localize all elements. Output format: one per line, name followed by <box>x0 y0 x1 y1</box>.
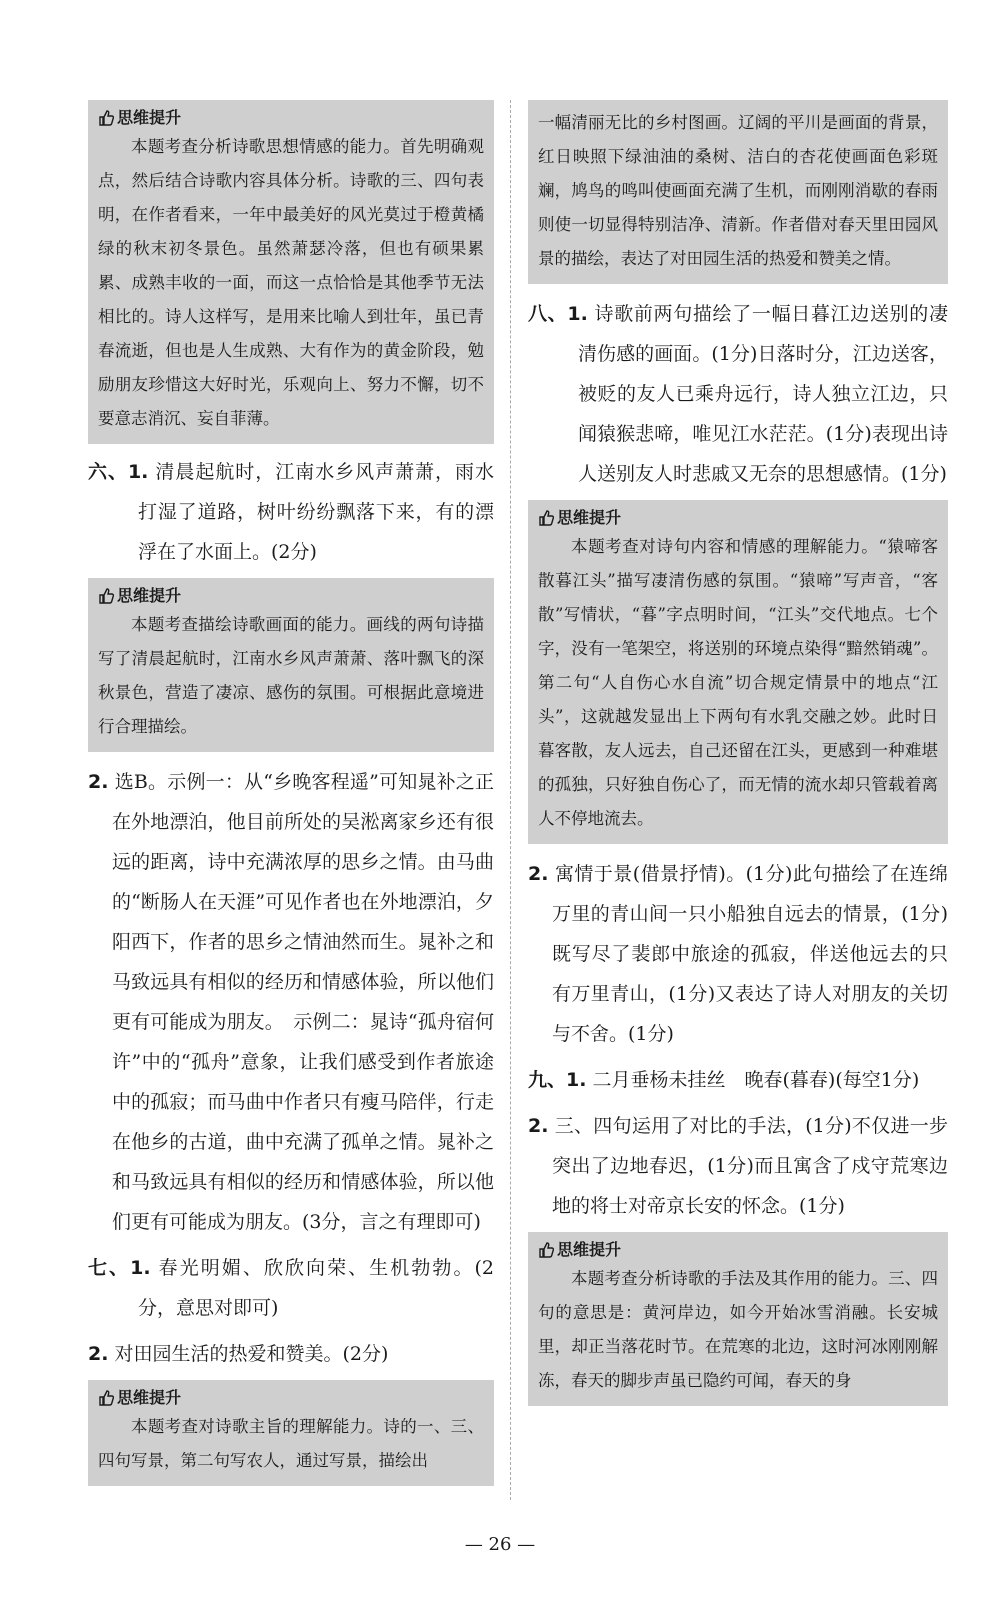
right-column <box>528 100 948 1416</box>
thumbs-up-icon <box>98 588 114 604</box>
answer-7-1: 七、1. 春光明媚、欣欣向荣、生机勃勃。(2分，意思对即可) <box>88 1257 494 1319</box>
box-text: 本题考查对诗句内容和情感的理解能力。“猿啼客散暮江头”描写凄清伤感的氛围。“猿啼”写声音，“客散”写情状，“暮”字点明时间，“江头”交代地点。七个字，没有一笔架空，将送别的环境点染得“黯然销魂”。第二句“人自伤心水自流”切合规定情景中的地点“江头”，这就越发显出上下两句有水乳交融之妙。此时日暮客散，友人远去，自己还留在江头，更感到一种难堪的孤独，只好独自伤心了，而无情的流水却只管载着离人不停地流去。 <box>538 537 938 828</box>
box-title: 思维提升 <box>98 584 484 608</box>
box-title: 思维提升 <box>98 106 484 130</box>
box-text: 本题考查分析诗歌思想情感的能力。首先明确观点，然后结合诗歌内容具体分析。诗歌的三、四句表明，在作者看来，一年中最美好的风光莫过于橙黄橘绿的秋末初冬景色。虽然萧瑟冷落，但也有硕果累累、成熟丰收的一面，而这一点恰恰是其他季节无法相比的。诗人这样写，是用来比喻人到壮年，虽已青春流逝，但也是人生成熟、大有作为的黄金阶段，勉励朋友珍惜这大好时光，乐观向上、努力不懈，切不要意志消沉、妄自菲薄。 <box>98 137 484 428</box>
answer-8-2: 2. 寓情于景(借景抒情)。(1分)此句描绘了在连绵万里的青山间一只小船独自远去的情景，(1分)既写尽了裴郎中旅途的孤寂，伴送他远去的只有万里青山，(1分)又表达了诗人对朋友的关切与不舍。(1分) <box>528 863 948 1045</box>
answer-8-1: 八、1. 诗歌前两句描绘了一幅日暮江边送别的凄清伤感的画面。(1分)日落时分，江边送客，被贬的友人已乘舟远行，诗人独立江边，只闻猿猴悲啼，唯见江水茫茫。(1分)表现出诗人送别友人时悲戚又无奈的思想感情。(1分) <box>528 303 948 485</box>
answer-6-1: 六、1. 清晨起航时，江南水乡风声萧萧，雨水打湿了道路，树叶纷纷飘落下来，有的漂浮在了水面上。(2分) <box>88 461 494 563</box>
thinking-box-continued <box>528 100 948 284</box>
thinking-box <box>88 1380 494 1486</box>
thinking-box <box>528 1232 948 1406</box>
box-text: 本题考查对诗歌主旨的理解能力。诗的一、三、四句写景，第二句写农人，通过写景，描绘出 <box>98 1417 484 1470</box>
thumbs-up-icon <box>538 510 554 526</box>
thinking-box <box>528 500 948 844</box>
thinking-box <box>88 578 494 752</box>
answer-9-2: 2. 三、四句运用了对比的手法，(1分)不仅进一步突出了边地春迟，(1分)而且寓含了戍守荒寒边地的将士对帝京长安的怀念。(1分) <box>528 1115 948 1217</box>
answer-7-2: 2. 对田园生活的热爱和赞美。(2分) <box>88 1343 389 1365</box>
box-text: 一幅清丽无比的乡村图画。辽阔的平川是画面的背景，红日映照下绿油油的桑树、洁白的杏花使画面色彩斑斓，鸠鸟的鸣叫使画面充满了生机，而刚刚消歇的春雨则使一切显得特别洁净、清新。作者借对春天里田园风景的描绘，表达了对田园生活的热爱和赞美之情。 <box>538 113 938 268</box>
box-title: 思维提升 <box>98 1386 484 1410</box>
answer-9-1: 九、1. 二月垂杨未挂丝 晚春(暮春)(每空1分) <box>528 1069 920 1091</box>
left-column <box>88 100 494 1496</box>
page-number: — 26 — <box>464 1534 536 1555</box>
thumbs-up-icon <box>538 1242 554 1258</box>
box-title: 思维提升 <box>538 506 938 530</box>
column-divider <box>510 100 511 1500</box>
thumbs-up-icon <box>98 1390 114 1406</box>
thumbs-up-icon <box>98 110 114 126</box>
answer-6-2: 2. 选B。示例一：从“乡晚客程遥”可知晁补之正在外地漂泊，他目前所处的吴淞离家乡还有很远的距离，诗中充满浓厚的思乡之情。由马曲的“断肠人在天涯”可见作者也在外地漂泊，夕阳西下，作者的思乡之情油然而生。晁补之和马致远具有相似的经历和情感体验，所以他们更有可能成为朋友。 示例二：晁诗“孤舟宿何许”中的“孤舟”意象，让我们感受到作者旅途中的孤寂；而马曲中作者只有瘦马陪伴，行走在他乡的古道，曲中充满了孤单之情。晁补之和马致远具有相似的经历和情感体验，所以他们更有可能成为朋友。(3分，言之有理即可) <box>88 771 495 1233</box>
box-text: 本题考查描绘诗歌画面的能力。画线的两句诗描写了清晨起航时，江南水乡风声萧萧、落叶飘飞的深秋景色，营造了凄凉、感伤的氛围。可根据此意境进行合理描绘。 <box>98 615 484 736</box>
thinking-box <box>88 100 494 444</box>
box-text: 本题考查分析诗歌的手法及其作用的能力。三、四句的意思是：黄河岸边，如今开始冰雪消融。长安城里，却正当落花时节。在荒寒的北边，这时河冰刚刚解冻，春天的脚步声虽已隐约可闻，春天的身 <box>538 1269 938 1390</box>
box-title: 思维提升 <box>538 1238 938 1262</box>
